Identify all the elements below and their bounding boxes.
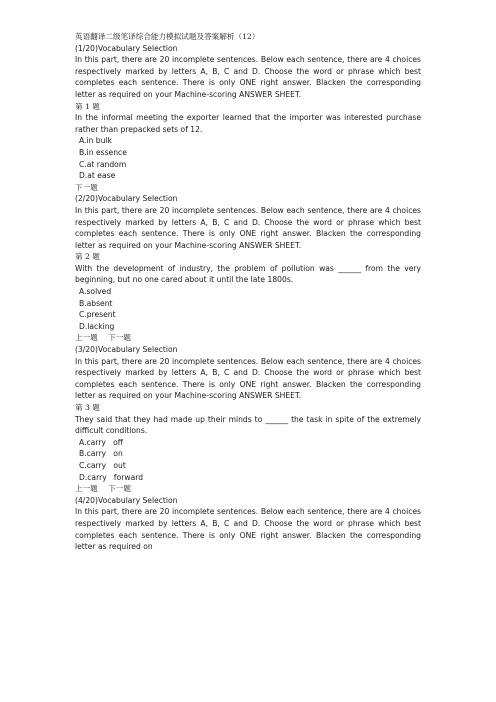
question-block-1: [75, 43, 421, 194]
next-question-link[interactable]: 下一题: [108, 333, 131, 343]
option-d[interactable]: D.carry forward: [79, 472, 144, 482]
question-nav: [75, 332, 421, 344]
prev-question-link[interactable]: 上一题: [75, 333, 98, 343]
option-c[interactable]: C.carry out: [79, 460, 126, 470]
question-number: 第 1 题: [75, 101, 100, 111]
question-stem: With the development of industry, the problem of pollution was ______ from the very beginning, but no one cared about it until the late 1800s.: [75, 263, 421, 285]
option-a[interactable]: A.in bulk: [79, 136, 112, 146]
instructions-text: In this part, there are 20 incomplete sentences. Below each sentence, there are 4 choices respectively marked by letters A, B, C and D. Choose the word or phrase which best completes each sentence. There is only ONE right answer. Blacken the corresponding letter as required on your Machine-scoring ANSWER SHEET.: [75, 55, 421, 99]
question-number: 第 3 题: [75, 403, 100, 412]
question-block-4: [75, 495, 421, 553]
option-b[interactable]: B.in essence: [79, 147, 127, 157]
option-a[interactable]: A.solved: [79, 287, 112, 297]
question-number: 第 2 题: [75, 252, 100, 262]
option-d[interactable]: D.at ease: [79, 171, 116, 181]
question-stem: They said that they had made up their minds to ______ the task in spite of the extremely difficult conditions.: [75, 414, 421, 436]
section-header: (1/20)Vocabulary Selection: [75, 43, 178, 53]
question-block-2: [75, 193, 421, 344]
document-title: 英语翻译二级笔译综合能力模拟试题及答案解析（12）: [75, 32, 260, 41]
question-stem: In the informal meeting the exporter learned that the importer was interested purchase rather than prepacked sets of 12.: [75, 113, 421, 134]
option-b[interactable]: B.carry on: [79, 449, 123, 459]
section-header: (2/20)Vocabulary Selection: [75, 194, 178, 204]
next-question-link[interactable]: 下一题: [108, 484, 131, 494]
option-c[interactable]: C.present: [79, 310, 116, 320]
instructions-text: In this part, there are 20 incomplete sentences. Below each sentence, there are 4 choices respectively marked by letters A, B, C and D. Choose the word or phrase which best completes each sentence. There is only ONE right answer. Blacken the corresponding letter as required on your Machine-scoring ANSWER SHEET.: [75, 205, 421, 250]
option-d[interactable]: D.lacking: [79, 321, 115, 331]
question-nav: [75, 483, 421, 495]
next-question-link[interactable]: 下一题: [75, 182, 98, 192]
prev-question-link[interactable]: 上一题: [75, 484, 98, 494]
section-header: (4/20)Vocabulary Selection: [75, 495, 178, 505]
instructions-text: In this part, there are 20 incomplete sentences. Below each sentence, there are 4 choices respectively marked by letters A, B, C and D. Choose the word or phrase which best completes each sentence. There is only ONE right answer. Blacken the corresponding letter as required on: [75, 507, 421, 552]
option-b[interactable]: B.absent: [79, 298, 113, 308]
option-c[interactable]: C.at random: [79, 159, 127, 169]
document-page: [75, 31, 421, 553]
instructions-text: In this part, there are 20 incomplete sentences. Below each sentence, there are 4 choices respectively marked by letters A, B, C and D. Choose the word or phrase which best completes each sentence. There is only ONE right answer. Blacken the corresponding letter as required on your Machine-scoring ANSWER SHEET.: [75, 356, 421, 401]
option-a[interactable]: A.carry off: [79, 437, 124, 447]
question-block-3: [75, 344, 421, 495]
question-nav: [75, 182, 421, 194]
section-header: (3/20)Vocabulary Selection: [75, 345, 178, 355]
